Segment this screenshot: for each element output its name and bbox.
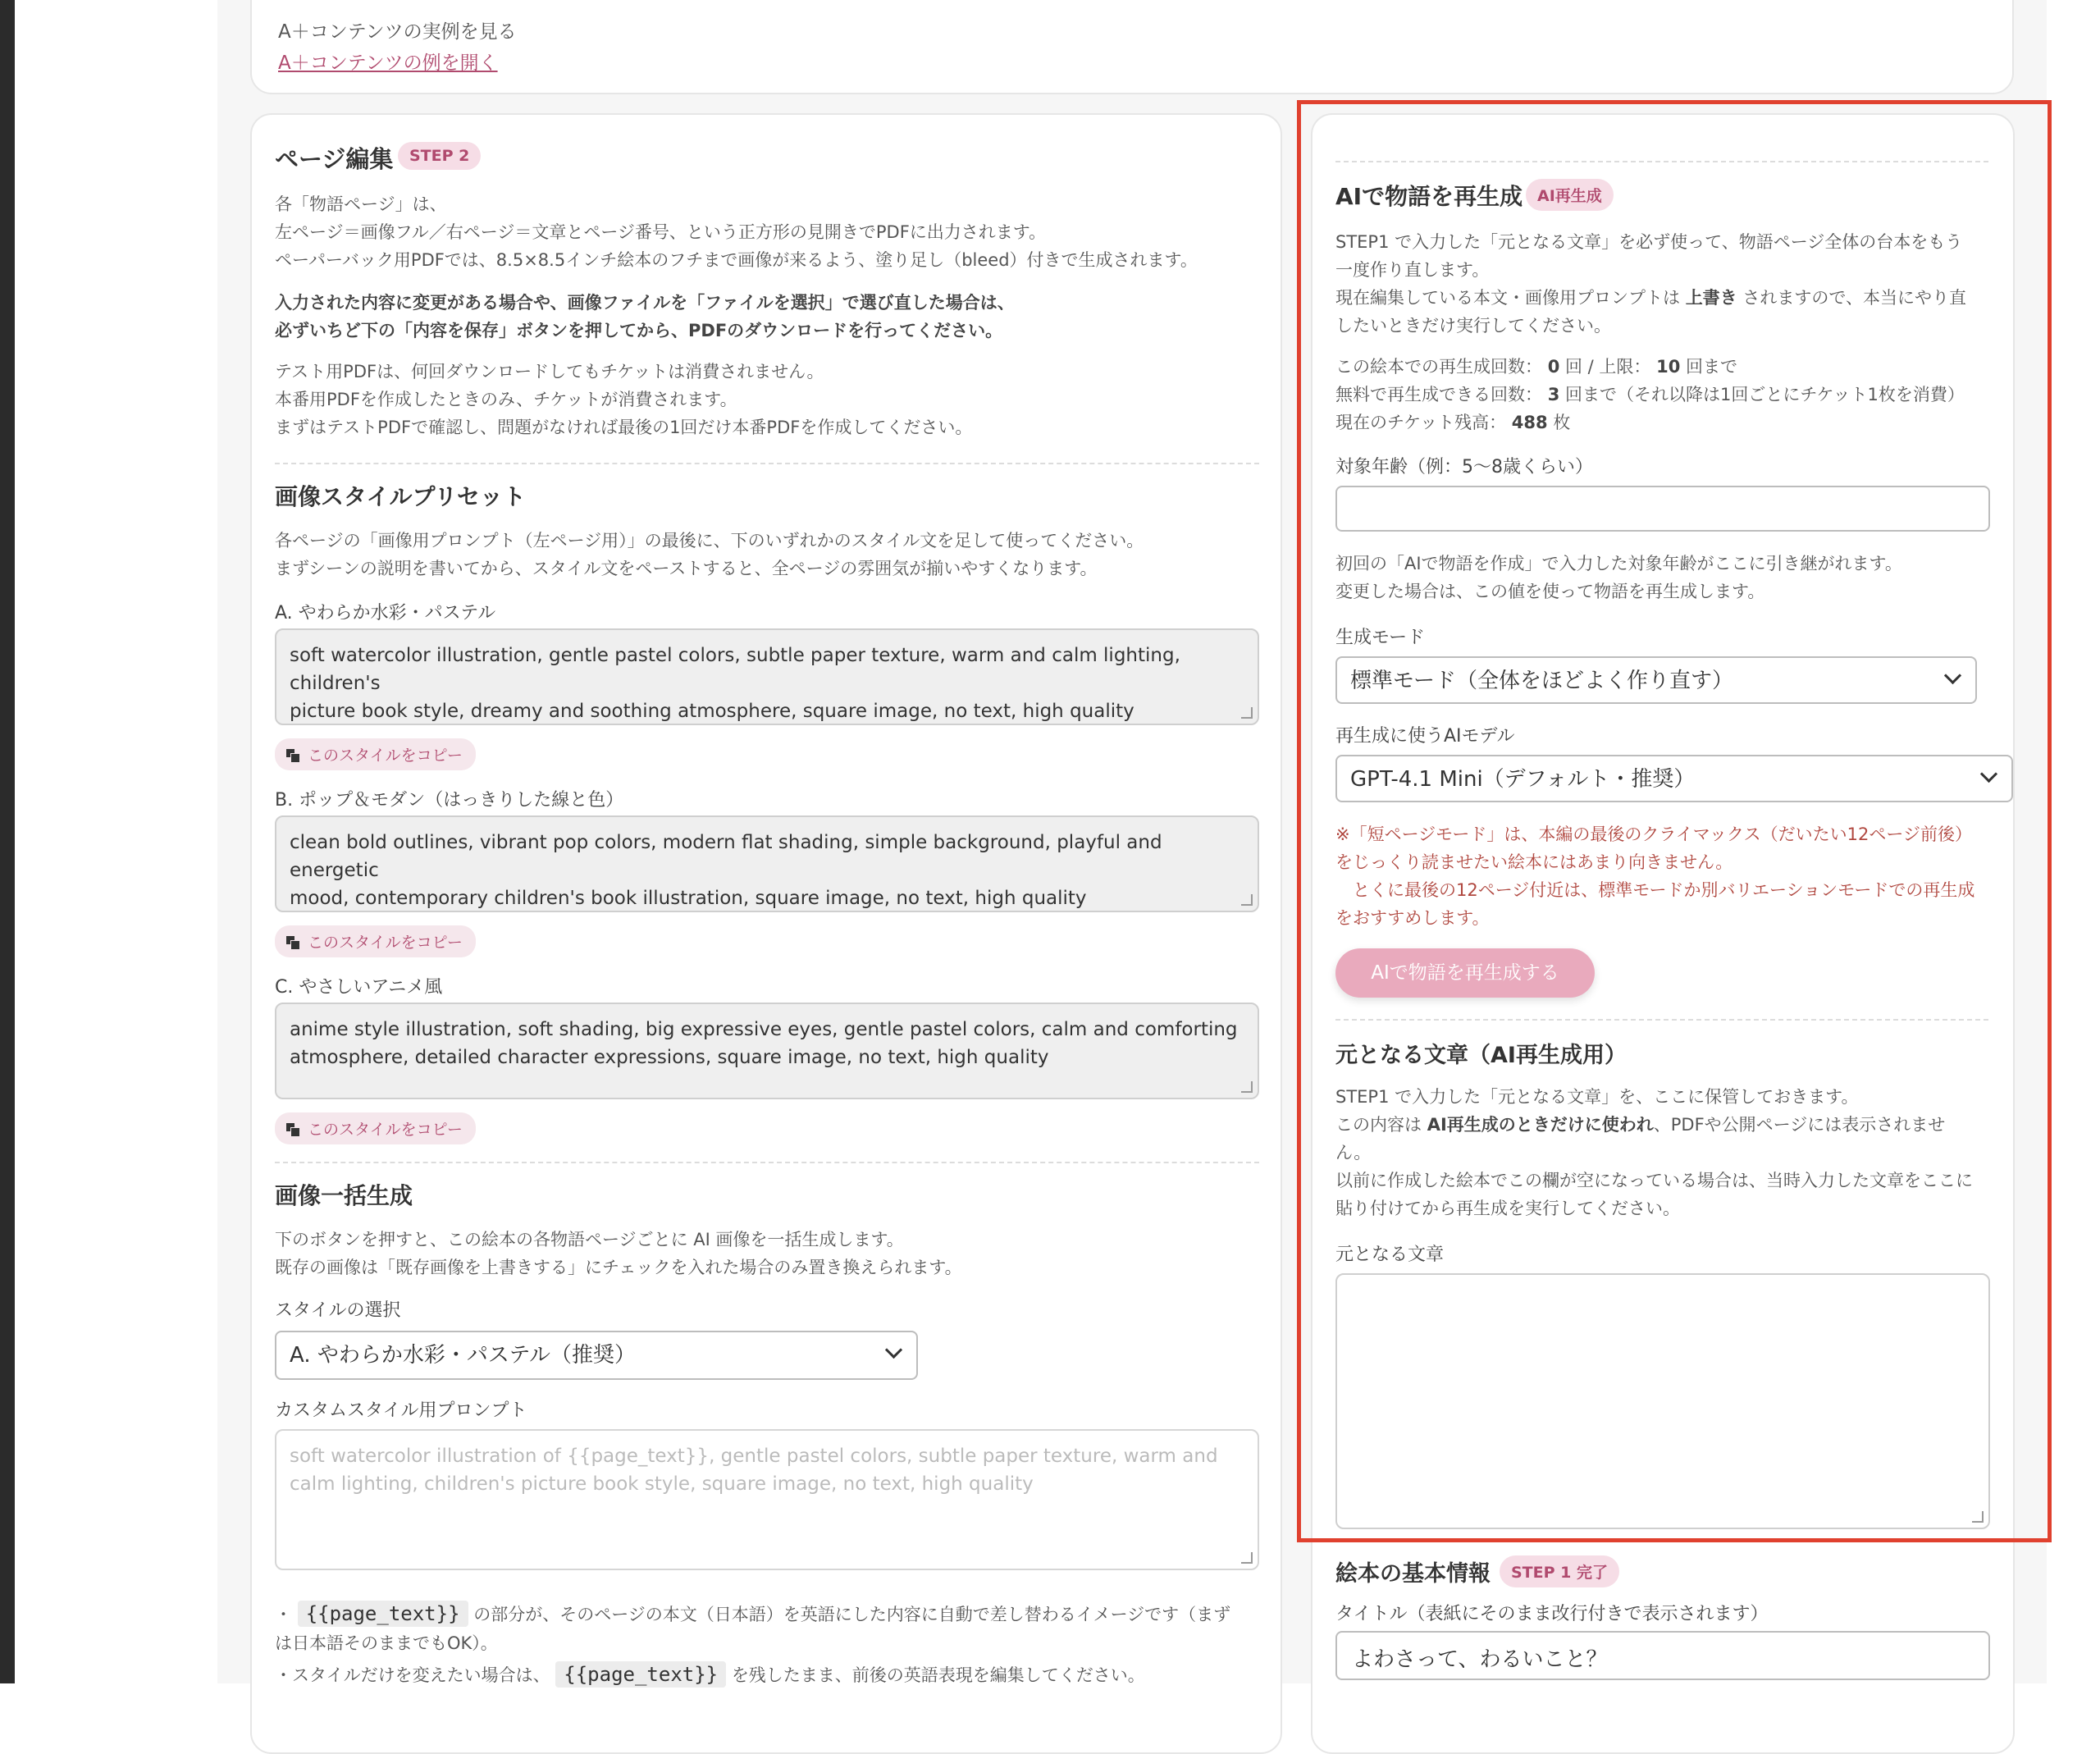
style-select-label: スタイルの選択 <box>275 1300 401 1321</box>
copy-style-b-button[interactable] <box>275 925 476 957</box>
page-text-code: {{page_text}} <box>298 1601 468 1627</box>
bullet-mark: ・ <box>275 1605 292 1624</box>
page-edit-card <box>250 113 1282 1754</box>
aplus-card <box>250 0 2014 94</box>
short-mode-warning-2: をじっくり読ませたい絵本にはあまり向きません。 <box>1335 852 1733 872</box>
preset-b-label: B. ポップ＆モダン（はっきりした線と色） <box>275 790 624 811</box>
regen-heading: AIで物語を再生成 <box>1335 183 1523 210</box>
free-regen-suffix: 回まで（それ以降は1回ごとにチケット1枚を消費） <box>1565 385 1965 404</box>
page-edit-note-1: テスト用PDFは、何回ダウンロードしてもチケットは消費されません。 <box>275 362 824 381</box>
style-select-value: A. やわらか水彩・パステル（推奨） <box>290 1343 637 1368</box>
copy-style-c-button[interactable] <box>275 1112 476 1144</box>
presets-desc-1: 各ページの「画像用プロンプト（左ページ用）」の最後に、下のいずれかのスタイル文を足して使ってください。 <box>275 531 1144 550</box>
source-text-label: 元となる文章 <box>1335 1245 1445 1265</box>
bullet-1-text: の部分が、そのページの本文（日本語）を英語にした内容に自動で差し替わるイメージです（まず <box>473 1605 1231 1624</box>
highlight-box <box>1297 100 2052 1542</box>
copy-style-a-button[interactable] <box>275 738 476 770</box>
batch-bullet-2 <box>275 1660 1145 1689</box>
source-desc-5: 貼り付けてから再生成を実行してください。 <box>1335 1199 1680 1218</box>
preset-a-text-line-2: picture book style, dreamy and soothing atmosphere, square image, no text, high quality <box>290 701 1134 722</box>
title-value: よわさって、わるいこと？ <box>1352 1647 1608 1672</box>
regen-count-label: この絵本での再生成回数： <box>1335 357 1542 377</box>
regen-limit-value: 10 <box>1656 357 1681 377</box>
ticket-balance-label: 現在のチケット残高： <box>1335 413 1507 432</box>
presets-heading: 画像スタイルプリセット <box>275 483 527 510</box>
custom-prompt-placeholder-1: soft watercolor illustration of {{page_text}}, gentle pastel colors, subtle paper texture, warm and <box>290 1446 1218 1467</box>
preset-c-text-line-1: anime style illustration, soft shading, big expressive eyes, gentle pastel colors, calm and comforting <box>290 1019 1238 1040</box>
model-select-value: GPT-4.1 Mini（デフォルト・推奨） <box>1350 767 1696 792</box>
regen-desc-3-pre: 現在編集している本文・画像用プロンプトは <box>1335 288 1680 308</box>
free-regen-value: 3 <box>1547 385 1560 404</box>
target-age-label: 対象年齢（例：5〜8歳くらい） <box>1335 457 1593 477</box>
resize-handle-icon[interactable] <box>1241 707 1253 719</box>
regen-desc-1: STEP1 で入力した「元となる文章」を必ず使って、物語ページ全体の台本をもう <box>1335 232 1963 252</box>
batch-bullet-1-cont: は日本語そのままでもOK）。 <box>275 1633 498 1653</box>
model-label: 再生成に使うAIモデル <box>1335 726 1515 747</box>
page-text-code: {{page_text}} <box>555 1661 726 1688</box>
source-desc-1: STEP1 で入力した「元となる文章」を、ここに保管しておきます。 <box>1335 1087 1859 1107</box>
preset-c-label: C. やさしいアニメ風 <box>275 977 443 998</box>
source-desc-2-post: 、PDFや公開ページには表示されませ <box>1653 1115 1946 1135</box>
resize-handle-icon[interactable] <box>1241 1081 1253 1093</box>
basic-info-heading: 絵本の基本情報 <box>1335 1561 1491 1587</box>
page-edit-heading: ページ編集 <box>275 145 394 173</box>
short-mode-warning-4: をおすすめします。 <box>1335 908 1490 928</box>
target-age-note-1: 初回の「AIで物語を作成」で入力した対象年齢がここに引き継がれます。 <box>1335 554 1902 573</box>
source-desc-2-pre: この内容は <box>1335 1115 1422 1135</box>
copy-style-c-label: このスタイルをコピー <box>308 1121 463 1139</box>
preset-a-text-line-1: soft watercolor illustration, gentle pastel colors, subtle paper texture, warm and calm lighting, children's <box>290 645 1180 694</box>
aplus-title: A＋コンテンツの実例を見る <box>278 21 517 43</box>
batch-bullet-1 <box>275 1600 1230 1628</box>
source-text-heading: 元となる文章（AI再生成用） <box>1335 1043 1627 1068</box>
title-label: タイトル（表紙にそのまま改行付きで表示されます） <box>1335 1604 1769 1624</box>
source-desc-3: ん。 <box>1335 1143 1372 1162</box>
ticket-balance-unit: 枚 <box>1553 413 1571 432</box>
source-desc-emphasis: AI再生成のときだけに使われ <box>1427 1115 1654 1135</box>
ticket-balance-value: 488 <box>1511 413 1548 432</box>
presets-desc-2: まずシーンの説明を書いてから、スタイル文をペーストすると、全ページの雰囲気が揃いやすくなります。 <box>275 559 1098 578</box>
preset-c-text-line-2: atmosphere, detailed character expressions, square image, no text, high quality <box>290 1047 1049 1068</box>
regenerate-story-button[interactable]: AIで物語を再生成する <box>1335 948 1595 998</box>
batch-desc-1: 下のボタンを押すと、この絵本の各物語ページごとに AI 画像を一括生成します。 <box>275 1230 904 1249</box>
title-input[interactable] <box>1335 1631 1990 1680</box>
chevron-down-icon <box>885 1341 902 1359</box>
page-edit-warning-2: 必ずいちど下の「内容を保存」ボタンを押してから、PDFのダウンロードを行ってください。 <box>275 321 1003 340</box>
regen-desc-4: したいときだけ実行してください。 <box>1335 316 1611 336</box>
mode-label: 生成モード <box>1335 628 1426 648</box>
regen-desc-3-post: されますので、本当にやり直 <box>1742 288 1966 308</box>
page-edit-desc-2: 左ページ＝画像フル／右ページ＝文章とページ番号、という正方形の見開きでPDFに出力されます。 <box>275 222 1047 242</box>
page-edit-warning-1: 入力された内容に変更がある場合や、画像ファイルを「ファイルを選択」で選び直した場合は、 <box>275 293 1015 313</box>
regen-limit-label: 回 / 上限： <box>1565 357 1651 377</box>
custom-prompt-placeholder-2: calm lighting, children's picture book style, square image, no text, high quality <box>290 1473 1034 1495</box>
preset-c-textarea[interactable] <box>275 1003 1259 1099</box>
resize-handle-icon[interactable] <box>1241 1552 1253 1564</box>
bullet-2-pre: ・スタイルだけを変えたい場合は、 <box>275 1665 550 1685</box>
preset-b-text-line-1: clean bold outlines, vibrant pop colors, modern flat shading, simple background, playful and energetic <box>290 832 1162 881</box>
aplus-link[interactable]: A＋コンテンツの例を開く <box>278 53 498 74</box>
copy-icon <box>286 936 299 949</box>
mode-select-value: 標準モード（全体をほどよく作り直す） <box>1350 669 1733 693</box>
short-mode-warning-1: ※「短ページモード」は、本編の最後のクライマックス（だいたい12ページ前後） <box>1335 824 1972 844</box>
page-edit-note-2: 本番用PDFを作成したときのみ、チケットが消費されます。 <box>275 390 737 409</box>
ai-regen-badge: AI再生成 <box>1526 179 1614 211</box>
step1-complete-badge: STEP 1 完了 <box>1500 1555 1619 1587</box>
free-regen-label: 無料で再生成できる回数： <box>1335 385 1542 404</box>
target-age-note-2: 変更した場合は、この値を使って物語を再生成します。 <box>1335 582 1765 601</box>
batch-heading: 画像一括生成 <box>275 1182 413 1209</box>
batch-desc-2: 既存の画像は「既存画像を上書きする」にチェックを入れた場合のみ置き換えられます。 <box>275 1258 962 1277</box>
custom-prompt-label: カスタムスタイル用プロンプト <box>275 1400 527 1421</box>
page-edit-note-3: まずはテストPDFで確認し、問題がなければ最後の1回だけ本番PDFを作成してください。 <box>275 418 973 437</box>
style-select[interactable] <box>275 1331 918 1380</box>
short-mode-warning-3: とくに最後の12ページ付近は、標準モードか別バリエーションモードでの再生成 <box>1335 880 1975 900</box>
page-edit-desc-3: ペーパーバック用PDFでは、8.5×8.5インチ絵本のフチまで画像が来るよう、塗り足し（bleed）付きで生成されます。 <box>275 250 1198 270</box>
divider <box>275 1162 1259 1163</box>
preset-b-text-line-2: mood, contemporary children's book illustration, square image, no text, high quality <box>290 888 1087 909</box>
preset-a-textarea[interactable] <box>275 628 1259 725</box>
preset-a-label: A. やわらか水彩・パステル <box>275 603 496 623</box>
step2-badge: STEP 2 <box>398 142 481 170</box>
regen-count-value: 0 <box>1547 357 1560 377</box>
page-edit-desc-1: 各「物語ページ」は、 <box>275 194 447 214</box>
overwrite-emphasis: 上書き <box>1685 288 1737 308</box>
divider <box>275 463 1259 464</box>
copy-style-b-label: このスタイルをコピー <box>308 934 463 952</box>
regen-desc-2: 一度作り直します。 <box>1335 260 1490 280</box>
resize-handle-icon[interactable] <box>1241 894 1253 906</box>
bullet-2-text: を残したまま、前後の英語表現を編集してください。 <box>731 1665 1145 1685</box>
copy-style-a-label: このスタイルをコピー <box>308 747 463 765</box>
window-edge <box>0 0 15 1683</box>
custom-prompt-textarea[interactable] <box>275 1429 1259 1570</box>
copy-icon <box>286 1123 299 1136</box>
copy-icon <box>286 749 299 762</box>
regen-count-suffix: 回まで <box>1686 357 1738 377</box>
preset-b-textarea[interactable] <box>275 815 1259 912</box>
source-desc-4: 以前に作成した絵本でこの欄が空になっている場合は、当時入力した文章をここに <box>1335 1171 1973 1190</box>
